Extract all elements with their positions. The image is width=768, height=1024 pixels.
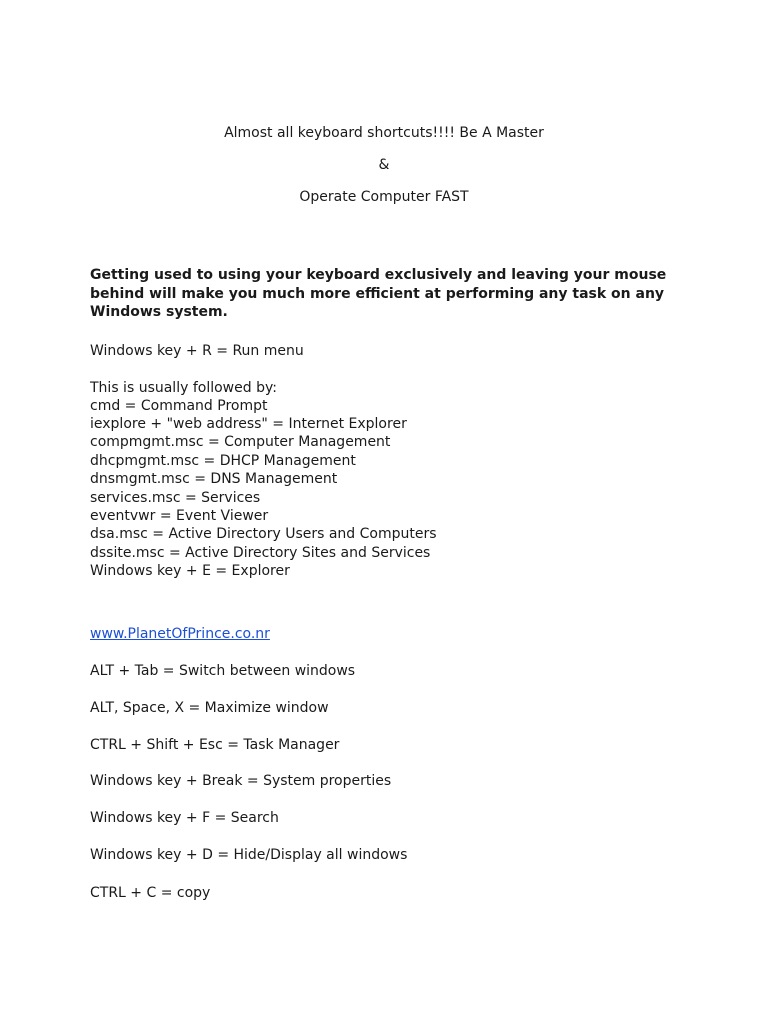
doc-title-ampersand: & [378,157,390,173]
shortcut-hide-display: Windows key + D = Hide/Display all windows [90,847,408,863]
doc-title-line-3: Operate Computer FAST [299,189,469,205]
run-item-cmd: cmd = Command Prompt [90,398,268,414]
run-item-eventvwr: eventvwr = Event Viewer [90,508,269,524]
shortcut-copy: CTRL + C = copy [90,885,211,901]
intro-paragraph: Getting used to using your keyboard exclusively and leaving your mouse behind will make you much more efficient at performing any task on any Windows system. [90,267,667,320]
shortcut-search: Windows key + F = Search [90,810,279,826]
shortcut-alt-tab: ALT + Tab = Switch between windows [90,663,356,679]
followed-by-line: This is usually followed by: [90,380,277,396]
shortcut-system-properties: Windows key + Break = System properties [90,773,392,789]
run-item-services: services.msc = Services [90,490,261,506]
run-item-dssite: dssite.msc = Active Directory Sites and Services [90,545,431,561]
run-item-explorer: Windows key + E = Explorer [90,563,290,579]
run-item-dnsmgmt: dnsmgmt.msc = DNS Management [90,471,338,487]
doc-title-line-1: Almost all keyboard shortcuts!!!! Be A Master [224,125,544,141]
shortcut-task-manager: CTRL + Shift + Esc = Task Manager [90,737,340,753]
run-item-dsa: dsa.msc = Active Directory Users and Computers [90,526,437,542]
run-item-dhcpmgmt: dhcpmgmt.msc = DHCP Management [90,453,356,469]
shortcut-maximize: ALT, Space, X = Maximize window [90,700,329,716]
planetofprince-link[interactable]: www.PlanetOfPrince.co.nr [90,626,270,642]
run-menu-line: Windows key + R = Run menu [90,343,304,359]
run-item-compmgmt: compmgmt.msc = Computer Management [90,434,391,450]
run-item-iexplore: iexplore + "web address" = Internet Explorer [90,416,407,432]
